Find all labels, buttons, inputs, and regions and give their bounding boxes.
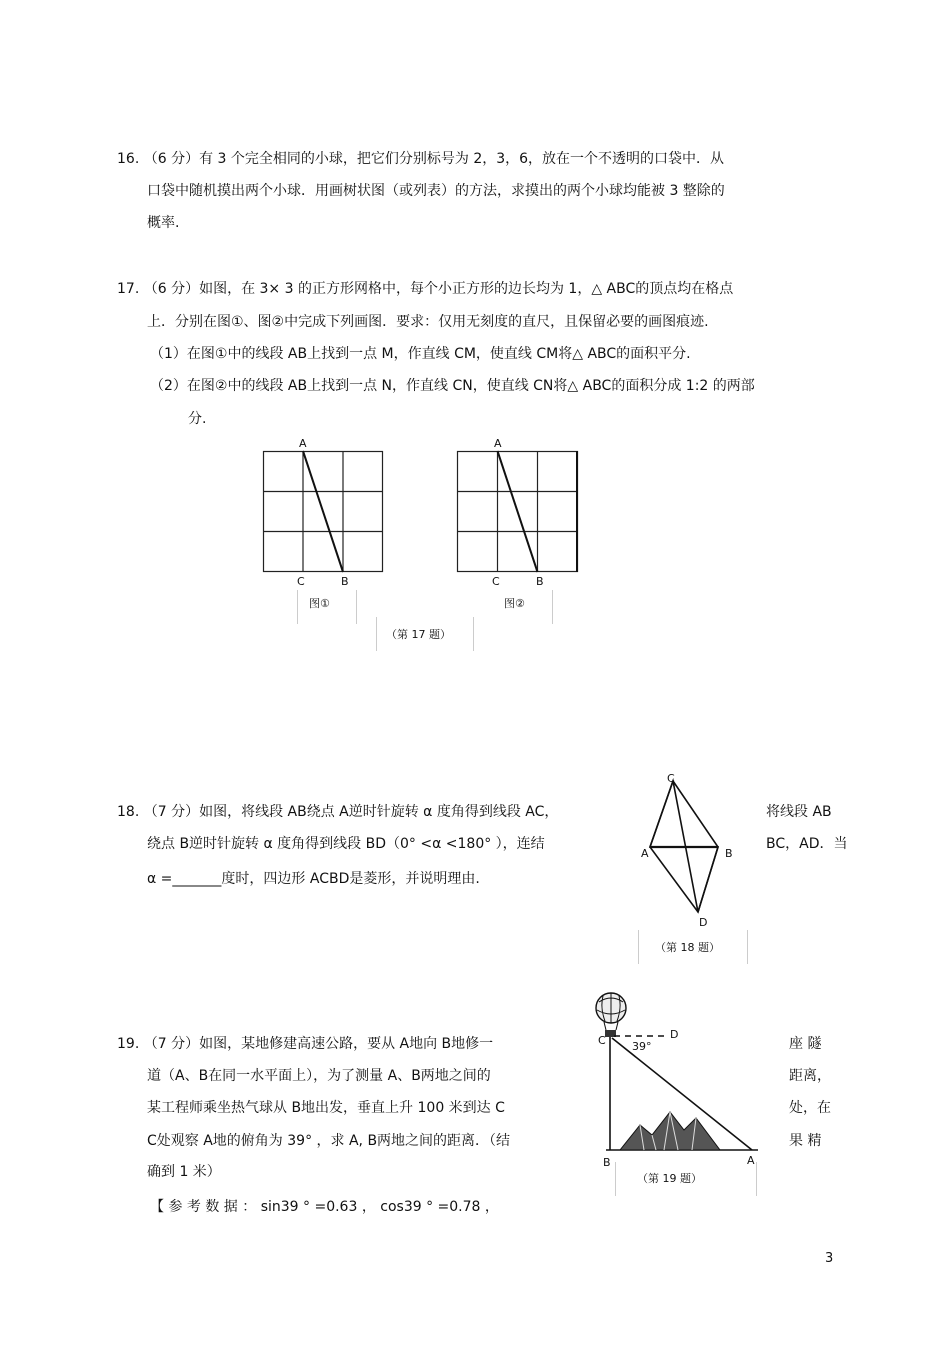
q17-fig1-segment-ab: [303, 451, 343, 572]
q19-caption: （第 19 题）: [637, 1172, 702, 1185]
q18-label-b: B: [725, 847, 733, 860]
q18-line-1a: 18. （7 分）如图，将线段 AB绕点 A逆时针旋转 α 度角得到线段 AC，: [117, 804, 559, 820]
q19-balloon-figure: [592, 990, 762, 1155]
q17-line-3: （1）在图①中的线段 AB上找到一点 M，作直线 CM，使直线 CM将△ ABC的面积平分.: [150, 346, 691, 362]
q17-line-2: 上．分别在图①、图②中完成下列画图．要求：仅用无刻度的直尺，且保留必要的画图痕迹.: [147, 314, 709, 330]
q16-line-2: 口袋中随机摸出两个小球．用画树状图（或列表）的方法，求摸出的两个小球均能被 3 整除的: [147, 183, 725, 199]
q19-line-1b: 座 隧: [789, 1036, 822, 1052]
q19-line-3a: 某工程师乘坐热气球从 B地出发，垂直上升 100 米到达 C: [147, 1100, 505, 1116]
q19-label-b: B: [603, 1156, 611, 1169]
q19-line-4b: 果 精: [789, 1133, 822, 1149]
mountains-icon: [620, 1112, 720, 1150]
q17-fig2-caption: 图②: [504, 597, 525, 610]
q18-line-3: α =_______度时，四边形 ACBD是菱形，并说明理由.: [147, 871, 480, 887]
hot-air-balloon-icon: [596, 993, 626, 1037]
q19-label-a: A: [747, 1154, 755, 1167]
q18-line-1b: 将线段 AB: [766, 804, 832, 820]
q17-fig1-caption: 图①: [309, 597, 330, 610]
q19-line-5: 确到 1 米）: [147, 1164, 221, 1180]
q17-fig1-caption-frame: [297, 590, 357, 624]
q18-caption-frame: [638, 930, 748, 964]
q17-figure-1: [263, 451, 383, 572]
q17-fig2-label-c: C: [492, 575, 500, 588]
q17-fig2-segment-ab: [498, 451, 538, 572]
q19-line-6: 【 参 考 数 据 ： sin39 ° =0.63 ， cos39 ° =0.78 ，: [150, 1199, 499, 1215]
q19-line-3b: 处，在: [789, 1100, 831, 1116]
q17-fig1-label-a: A: [299, 437, 307, 450]
q18-line-2b: BC，AD．当: [766, 836, 848, 852]
q17-caption-frame: [376, 617, 474, 651]
q17-caption: （第 17 题）: [386, 628, 451, 641]
q17-fig2-label-a: A: [494, 437, 502, 450]
q18-label-a: A: [641, 847, 649, 860]
q17-line-1: 17. （6 分）如图，在 3× 3 的正方形网格中，每个小正方形的边长均为 1，△ ABC的顶点均在格点: [117, 281, 734, 297]
q16-line-3: 概率.: [147, 215, 180, 231]
q19-line-1a: 19. （7 分）如图，某地修建高速公路，要从 A地向 B地修一: [117, 1036, 494, 1052]
q19-angle-label: 39°: [632, 1040, 652, 1053]
q16-line-1: 16. （6 分）有 3 个完全相同的小球，把它们分别标号为 2，3，6，放在一个不透明的口袋中．从: [117, 151, 725, 167]
q18-caption: （第 18 题）: [655, 941, 720, 954]
q17-fig2-label-b: B: [536, 575, 544, 588]
q17-line-5: 分.: [188, 411, 207, 427]
q18-label-d: D: [699, 916, 708, 929]
q18-rhombus-figure: [640, 770, 750, 920]
q19-line-4a: C处观察 A地的俯角为 39° ，求 A, B两地之间的距离．（结: [147, 1133, 511, 1149]
q17-fig1-label-c: C: [297, 575, 305, 588]
q19-label-c: C: [598, 1034, 606, 1047]
q17-fig1-label-b: B: [341, 575, 349, 588]
q19-line-2a: 道（A、B在同一水平面上），为了测量 A、B两地之间的: [147, 1068, 491, 1084]
q18-label-c: C: [667, 772, 675, 785]
q18-line-2a: 绕点 B逆时针旋转 α 度角得到线段 BD（0° <α <180° ），连结: [147, 836, 545, 852]
page-number: 3: [825, 1251, 834, 1266]
q17-line-4: （2）在图②中的线段 AB上找到一点 N，作直线 CN，使直线 CN将△ ABC的面积分成 1:2 的两部: [150, 378, 755, 394]
q19-line-2b: 距离，: [789, 1068, 831, 1084]
q19-label-d: D: [670, 1028, 679, 1041]
q17-fig2-caption-frame: [491, 590, 553, 624]
q19-caption-frame: [615, 1162, 757, 1196]
q17-figure-2: [457, 451, 578, 572]
